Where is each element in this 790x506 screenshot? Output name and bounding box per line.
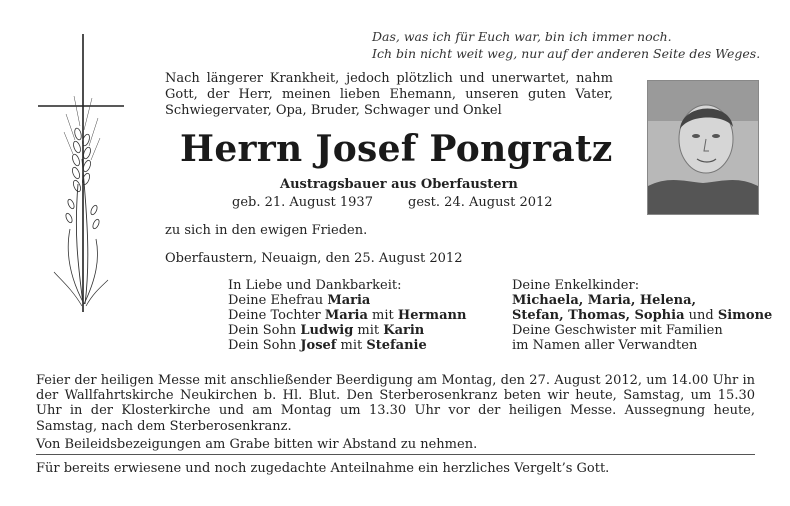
mourner-partner: Karin (383, 323, 425, 338)
deceased-name: Herrn Josef Pongratz (180, 128, 613, 170)
deceased-occupation: Austragsbauer aus Oberfaustern (280, 177, 518, 192)
portrait-photo (647, 80, 759, 215)
mourner-name: Maria (327, 293, 371, 308)
grandchildren-line-1 (512, 293, 772, 308)
peace-text: zu sich in den ewigen Frieden. (165, 223, 368, 238)
service-details: Feier der heiligen Messe mit anschließender Beerdigung am Montag, den 27. August 2012, um 14.00 Uhr in der Wallfahrtskirche Neukirchen b. Hl. Blut. Den Sterberosenkranz beten wir heute, Samstag, um 15.30 Uhr in der Klosterkirche und am Montag um 13.30 Uhr vor der heiligen Messe. Aussegnung heute, Samstag, nach dem Sterberosenkranz. (36, 373, 755, 434)
motto-line-1: Das, was ich für Euch war, bin ich immer noch. (372, 29, 672, 44)
mourners-heading: In Liebe und Dankbarkeit: (228, 278, 402, 293)
mourners-right (512, 278, 772, 353)
mourner-son-1 (228, 323, 466, 338)
mourner-partner: Stefanie (366, 338, 427, 353)
grandchildren-names: Stefan, Thomas, Sophia (512, 308, 685, 323)
relatives-line: im Namen aller Verwandten (512, 338, 698, 353)
motto-line-2: Ich bin nicht weit weg, nur auf der anderen Seite des Weges. (372, 46, 761, 61)
service-notes (36, 373, 755, 452)
grandchildren-names: Michaela, Maria, Helena, (512, 293, 697, 308)
mourner-conjunction: mit (367, 308, 398, 323)
condolence-note: Von Beileidsbezeigungen am Grabe bitten wir Abstand zu nehmen. (36, 436, 478, 452)
place-date: Oberfaustern, Neuaign, den 25. August 2012 (165, 251, 463, 266)
motto (372, 28, 760, 62)
birth-date: geb. 21. August 1937 (232, 195, 373, 210)
grandchildren-conjunction: und (684, 308, 718, 323)
mourner-name: Maria (324, 308, 368, 323)
mourner-relation: Deine Tochter (228, 308, 325, 323)
mourner-name: Ludwig (300, 323, 354, 338)
death-date: gest. 24. August 2012 (408, 195, 553, 210)
grandchildren-line-2 (512, 308, 772, 323)
mourner-son-2 (228, 338, 466, 353)
mourner-partner: Hermann (397, 308, 467, 323)
intro-text: Nach längerer Krankheit, jedoch plötzlich und unerwartet, nahm Gott, der Herr, meinen lieben Ehemann, unseren guten Vater, Schwiegervater, Opa, Bruder, Schwager und Onkel (165, 71, 613, 118)
grandchildren-last-name: Simone (717, 308, 773, 323)
grandchildren-heading: Deine Enkelkinder: (512, 278, 640, 293)
mourner-name: Josef (300, 338, 337, 353)
divider-line (36, 454, 755, 455)
mourner-relation: Dein Sohn (228, 323, 301, 338)
cross-with-wheat-icon (38, 34, 124, 314)
siblings-line: Deine Geschwister mit Familien (512, 323, 723, 338)
portrait-image (648, 81, 758, 214)
mourner-relation: Dein Sohn (228, 338, 301, 353)
mourners-left (228, 278, 466, 353)
thanks-text: Für bereits erwiesene und noch zugedachte Anteilnahme ein herzliches Vergelt’s Gott. (36, 461, 610, 476)
mourner-conjunction: mit (353, 323, 384, 338)
mourner-relation: Deine Ehefrau (228, 293, 328, 308)
mourner-daughter (228, 308, 466, 323)
mourner-conjunction: mit (336, 338, 367, 353)
mourner-wife (228, 293, 466, 308)
